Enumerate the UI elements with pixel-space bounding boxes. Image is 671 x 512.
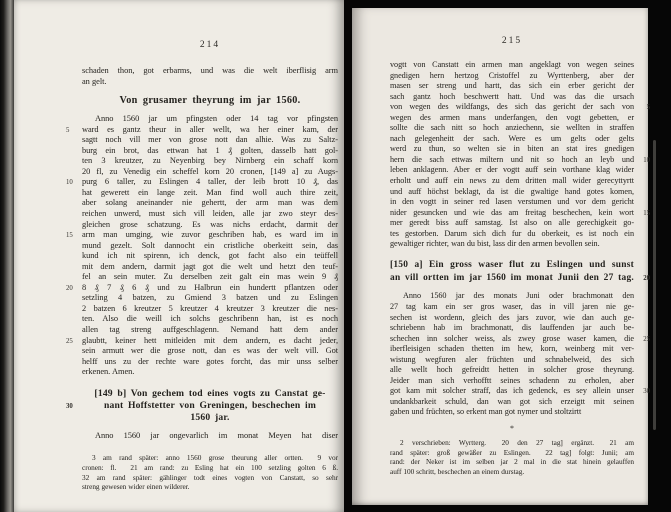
text-line bbox=[82, 114, 338, 125]
text-line-content: reichen unwerd, must sich vill leiden, alle jar zwo steyr des- bbox=[82, 209, 338, 219]
text-line-content: ten 3 kreutzer, zu Neyenbirg bey Nirnberg ein schaff korn bbox=[82, 156, 338, 166]
text-line bbox=[82, 304, 338, 315]
text-line bbox=[82, 388, 338, 400]
section-heading bbox=[390, 259, 650, 285]
text-line-content: erholtt und auff ein news zu dem dritten mall wider gerecyttyrtt bbox=[390, 176, 634, 186]
text-line-content: vogtt von Canstatt ein armen man angeklagt von wegen seines bbox=[390, 60, 634, 69]
text-line bbox=[82, 412, 338, 424]
body-paragraph bbox=[82, 431, 338, 442]
text-line bbox=[82, 272, 338, 283]
page-number: 214 bbox=[199, 40, 221, 50]
text-line-content: wegen des armen mans underfangen, den vogt gebetten, er bbox=[390, 112, 634, 122]
text-line bbox=[390, 134, 634, 145]
text-line-content: von wegen des wildfangs, des sich das gericht der sach von bbox=[390, 102, 634, 112]
text-line-content: gnedigen hern hertzog Cristoffel zu Wyrttenberg, aber der bbox=[390, 70, 634, 80]
text-line-content: rand später: groß gewäßer zu Eslingen. 22 tag] folgt: Junii; am bbox=[390, 447, 634, 457]
text-line-content: burg ein brot, das ettwan hat 1 ₰ golten, dasselb hatt gol- bbox=[82, 145, 338, 155]
text-line-content: und auff höchst beklagt, da ist die gwaltige hand gotes komen, bbox=[390, 186, 634, 196]
text-line-content: schechen inn solcher weiss, als zwey grose waser kamen, die bbox=[390, 333, 634, 343]
body-paragraph bbox=[66, 114, 338, 378]
text-line bbox=[66, 124, 338, 136]
text-line bbox=[82, 482, 338, 492]
text-line-content: glaubtt, keiner hett mitleiden mit dem andern, es dacht jeder, bbox=[82, 335, 338, 345]
text-line bbox=[390, 344, 634, 355]
text-line bbox=[82, 198, 338, 209]
text-line-content: leben anklagenn. Aber er der vogtt auff sein vorthane klag wider bbox=[390, 165, 634, 175]
text-line-content: 20 fl, zu Venedig ein scheffel korn 20 cronen, [149 a] zu Augs- bbox=[82, 166, 338, 176]
text-line-content: gewaltiger richter, wan du bist, lass dir den armen bevollen sein. bbox=[390, 239, 600, 249]
text-line bbox=[82, 293, 338, 304]
text-line-content: nider gesuncken und wie das am freitag beschechen, kein wort bbox=[390, 207, 634, 217]
text-line bbox=[390, 302, 634, 313]
text-line-content: got kam mit solcher straff, das ich gedenck, es sey allein unser bbox=[390, 386, 634, 396]
text-line-content: streng gewesen wider einen wilderer. bbox=[82, 482, 190, 492]
text-line-content: hern die sach ettwas miltern und nit so hoch an leyb und bbox=[390, 154, 634, 164]
text-line-content: 3 am rand später: anno 1560 grose theurung aller ortten. 9 vor bbox=[92, 453, 338, 463]
text-line bbox=[390, 467, 634, 477]
text-line bbox=[82, 188, 338, 199]
section-heading bbox=[66, 387, 338, 425]
text-line-content: 27 tag kam ein ser gros waser, das in vill jaren nie ge- bbox=[390, 301, 634, 311]
margin-line-number: 10 bbox=[643, 156, 650, 164]
text-line-content: alle wellt hoch gefreidtt hetten in solcher grose theyrung. bbox=[390, 365, 634, 375]
intro-paragraph bbox=[82, 66, 338, 87]
text-line bbox=[66, 400, 338, 412]
text-line bbox=[390, 355, 634, 366]
text-line-content: an vill ortten im jar 1560 im monat Junii den 27 tag. bbox=[390, 272, 634, 283]
text-line-content: cronen: fl. 21 am rand: zu Esling hat ein 100 setzling golten 6 ß. bbox=[82, 462, 338, 472]
text-line-content: ward es gantz theur in aller wellt, wa her einer kam, der bbox=[82, 124, 338, 134]
text-line-content: Anno 1560 jar um pfingsten oder 14 tag vor pfingsten bbox=[95, 114, 338, 124]
text-line bbox=[390, 113, 634, 124]
footnote-separator: * bbox=[510, 424, 514, 433]
text-line bbox=[390, 407, 634, 418]
text-line-content: rand: der Neker ist im selben jar 2 mal in die stat hinein gelauffen bbox=[390, 457, 634, 467]
text-line-content: an gelt. bbox=[82, 76, 107, 86]
text-line bbox=[82, 241, 338, 252]
text-line-content: masen ser streng und hartt, das sich ein erber gericht der bbox=[390, 81, 634, 91]
text-line-content: Anno 1560 jar ongevarlich im monat Meyen hat diser bbox=[95, 430, 338, 440]
text-line-content: kund ich nit spirenn, ich denck, got facht also ein teüffell bbox=[82, 251, 338, 261]
text-line-content: nach gelegenheitt der sach. Were es um gelts oder gelts bbox=[390, 133, 634, 143]
text-line-content: schaden thon, got erbarms, und was die welt iberflisig arm bbox=[82, 66, 338, 75]
text-line-content: mund gezelt. Solt dannocht ein cristliche oberkeitt sein, das bbox=[82, 240, 338, 250]
body-paragraph bbox=[390, 291, 650, 418]
text-line-content: schriebenn hab im brachmonatt, dis lauffenden jar auch be- bbox=[390, 323, 634, 333]
margin-line-number: 20 bbox=[643, 274, 650, 282]
margin-line-number: 5 bbox=[66, 126, 70, 134]
chapter-heading bbox=[82, 94, 338, 107]
text-line bbox=[390, 457, 634, 467]
text-line-content: sach gantz hoch beschwertt hatt. Und was das die ursach bbox=[390, 91, 634, 101]
text-line-content: sechen ist wordenn, gleich des jars zuvor, wie dan auch ge- bbox=[390, 312, 634, 322]
text-line bbox=[82, 94, 338, 107]
text-line bbox=[390, 81, 634, 92]
margin-line-number: 20 bbox=[66, 284, 73, 292]
text-line bbox=[390, 438, 634, 448]
text-line bbox=[390, 239, 634, 250]
text-line-content: tes gestorben. Darum sich dich fur du oberkeit, es ist noch ein bbox=[390, 228, 634, 238]
margin-line-number: 10 bbox=[66, 179, 73, 187]
text-line bbox=[66, 177, 338, 188]
text-line-content: wistung wegfuren aler früchten und schnabelweid, des sich bbox=[390, 354, 634, 364]
body-paragraph bbox=[390, 60, 650, 250]
text-line-content: sagtt noch vill mer von grose nott dan alhie. Was zu Saltz- bbox=[82, 135, 338, 145]
footnote-block bbox=[390, 438, 634, 477]
text-line-content: erkenen. Amen. bbox=[82, 367, 135, 377]
text-line bbox=[82, 251, 338, 262]
margin-line-number: 30 bbox=[643, 388, 650, 396]
text-line-content: iberfleisigen schaden thetten im hew, korn, weinberg mit ver- bbox=[390, 344, 634, 354]
text-line bbox=[82, 167, 338, 178]
text-line bbox=[82, 473, 338, 483]
text-line-content: [149 b] Von gechem tod eines vogts zu Canstat ge- bbox=[94, 387, 326, 399]
text-line bbox=[390, 123, 634, 134]
text-line bbox=[390, 60, 634, 71]
text-line-content: 1560 jar. bbox=[190, 412, 230, 424]
right-page-content bbox=[390, 36, 650, 477]
text-line-content: mit dem andern, darmit jagt got die welt und hetzt den teuf- bbox=[82, 261, 338, 271]
text-line-content: hat gewerett ein lange zeit. Man find woll auch thire zeit, bbox=[82, 187, 338, 197]
margin-line-number: 15 bbox=[66, 232, 73, 240]
text-line bbox=[66, 335, 338, 347]
text-line bbox=[390, 144, 634, 155]
text-line-content: gaben und früchten, so erkent man got nymer und stoltzirtt bbox=[390, 407, 582, 417]
text-line-content: helff uns zu der rechte ware gotes forcht, das mir unss selber bbox=[82, 356, 338, 366]
text-line-content: sollte die sach nitt so hoch anziechenn, sie wellten in straffen bbox=[390, 123, 634, 133]
text-line bbox=[82, 314, 338, 325]
text-line-content: arm man umging, wie zuvor geschriben hab, es ward im in bbox=[82, 230, 338, 240]
text-line-content: [150 a] Ein gross waser flut zu Eslingen und sunst bbox=[390, 259, 634, 270]
text-line bbox=[82, 156, 338, 167]
footnote-block bbox=[82, 453, 338, 492]
text-line bbox=[390, 365, 634, 376]
text-line bbox=[390, 323, 634, 334]
text-line bbox=[390, 197, 634, 208]
text-line-content: purg 6 taller, zu Eslingen 4 taller, der leib brott 10 ₰, das bbox=[82, 177, 338, 187]
text-line bbox=[390, 154, 650, 166]
text-line bbox=[82, 66, 338, 77]
text-line bbox=[82, 325, 338, 336]
text-line bbox=[390, 272, 650, 285]
text-line bbox=[390, 376, 634, 387]
text-line bbox=[82, 431, 338, 442]
text-line-content: 2 verschrieben: Wyrtterg. 20 den 27 tag] ergänzt. 21 am bbox=[400, 438, 634, 447]
page-number: 215 bbox=[501, 36, 523, 46]
text-line bbox=[82, 453, 338, 463]
text-line bbox=[390, 218, 634, 229]
text-line bbox=[390, 102, 650, 113]
text-line bbox=[390, 71, 634, 82]
text-line-content: in den vogtt in seiner red lasen verstumen und vor dem gericht bbox=[390, 197, 634, 207]
text-line bbox=[390, 187, 634, 198]
text-line bbox=[390, 386, 650, 397]
text-line bbox=[82, 209, 338, 220]
text-line bbox=[390, 333, 650, 345]
book-edge-right bbox=[653, 140, 656, 430]
text-line-content: mer geredt biss auff samstag. Ist also on alle gerechigkeit go- bbox=[390, 218, 634, 228]
text-line bbox=[82, 357, 338, 368]
text-line-content: fel an sein muter. Zu derselben zeit galt ein mas wein 9 ₰ bbox=[82, 272, 338, 282]
text-line bbox=[390, 448, 634, 458]
text-line bbox=[82, 135, 338, 146]
book-edge-left bbox=[0, 0, 14, 512]
margin-line-number: 5 bbox=[646, 104, 650, 112]
margin-line-number: 25 bbox=[66, 337, 73, 345]
text-line bbox=[390, 259, 634, 272]
text-line bbox=[82, 262, 338, 273]
text-line-content: sein armutt wer die grose nott, dan es was der welt vill. Got bbox=[82, 346, 338, 356]
text-line bbox=[82, 463, 338, 473]
text-line bbox=[82, 77, 338, 88]
text-line bbox=[82, 146, 338, 157]
text-line bbox=[390, 291, 634, 302]
text-line bbox=[390, 397, 634, 408]
text-line-content: allen tag streng auffgeschlagenn. Nemand hatt dem ander bbox=[82, 325, 338, 335]
text-line bbox=[390, 165, 634, 176]
text-line bbox=[390, 313, 634, 324]
text-line-content: Von grusamer theyrung im jar 1560. bbox=[119, 95, 301, 107]
text-line bbox=[82, 367, 338, 378]
margin-line-number: 30 bbox=[66, 403, 73, 411]
text-line bbox=[66, 230, 338, 241]
text-line-content: 32 am rand später: gählinger todt eines vogten von Canstatt, so sehr bbox=[82, 472, 338, 482]
text-line-content: Anno 1560 jar des monats Juni oder brachmonatt den bbox=[403, 291, 634, 301]
text-line-content: aber solang aneinander nie gehertt, der arm man was dem bbox=[82, 198, 338, 208]
right-page bbox=[352, 8, 648, 505]
text-line bbox=[82, 220, 338, 231]
text-line bbox=[66, 282, 338, 294]
left-page bbox=[14, 0, 344, 512]
text-line-content: werd zu thun, so welten sie in biten an stat ires gnedigen bbox=[390, 144, 634, 154]
margin-line-number: 25 bbox=[643, 335, 650, 343]
text-line bbox=[390, 229, 634, 240]
text-line-content: 2 batzen 6 kreutzer 5 kreutzer 4 kreutzer 3 kreutzer die nes- bbox=[82, 303, 338, 313]
text-line bbox=[390, 176, 634, 187]
left-page-content bbox=[66, 40, 338, 492]
text-line bbox=[82, 346, 338, 357]
text-line-content: setzling 4 batzen, zu Gmiend 3 batzen und zu Eslingen bbox=[82, 293, 338, 303]
text-line-content: ten. Also die weill ich solchs geschribenn han, ist es noch bbox=[82, 314, 338, 324]
text-line-content: nant Hoffstetter von Greningen, beschechen im bbox=[103, 400, 317, 412]
margin-line-number: 15 bbox=[643, 209, 650, 217]
text-line bbox=[390, 207, 650, 219]
text-line-content: undankbarkeit schuld, dan wan got sich erzeigtt mit seinen bbox=[390, 396, 634, 406]
text-line-content: 8 ₰ 7 ₰ 6 ₰ und zu Halbrun ein hundertt pflantzen oder bbox=[82, 282, 338, 292]
text-line-content: Jeider man sich verhofftt seines schadenn zu erholen, aber bbox=[390, 375, 634, 385]
text-line-content: auff 100 schritt, beschechen an einem durstag. bbox=[390, 467, 525, 477]
text-line bbox=[390, 92, 634, 103]
text-line-content: gleichen grose schatzung. Es was nichs erdacht, darmit der bbox=[82, 219, 338, 229]
